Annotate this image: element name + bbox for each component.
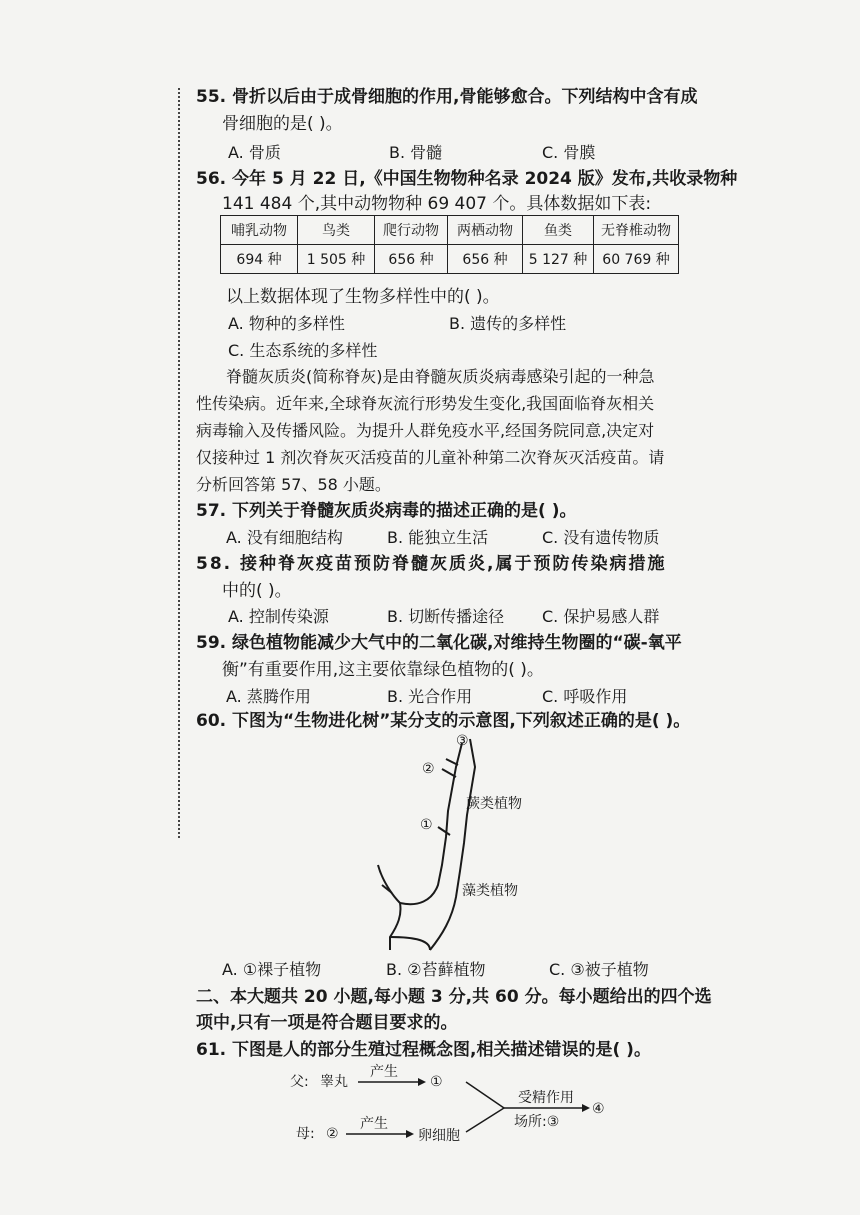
q60-option-b: B. ②苔藓植物 [386, 960, 486, 979]
passage-line4: 仅接种过 1 剂次脊灰灭活疫苗的儿童补种第二次脊灰灭活疫苗。请 [196, 448, 665, 467]
q56-stem-line2: 141 484 个,其中动物物种 69 407 个。具体数据如下表: [222, 194, 652, 214]
passage-line1: 脊髓灰质炎(简称脊灰)是由脊髓灰质炎病毒感染引起的一种急 [226, 367, 655, 386]
q60-stem-line1: 60. 下图为“生物进化树”某分支的示意图,下列叙述正确的是( )。 [196, 711, 691, 731]
q60-option-a: A. ①裸子植物 [222, 960, 322, 979]
tree-label-fern: 蕨类植物 [466, 796, 522, 812]
q56-option-a: A. 物种的多样性 [228, 314, 345, 333]
q59-option-a: A. 蒸腾作用 [226, 687, 311, 706]
flow-father-label: 父: [290, 1074, 309, 1090]
flow-fertilization: 受精作用 [518, 1090, 574, 1106]
binding-dotted-line [178, 88, 180, 838]
q60-option-c: C. ③被子植物 [549, 960, 649, 979]
table-header-cell: 鸟类 [298, 216, 375, 245]
flow-mother-label: 母: [296, 1126, 315, 1142]
table-value-row [221, 245, 679, 274]
flow-mark-1: ① [430, 1074, 443, 1090]
q56-stem-line3: 以上数据体现了生物多样性中的( )。 [226, 287, 500, 307]
q58-option-a: A. 控制传染源 [228, 607, 329, 626]
table-header-cell: 两栖动物 [448, 216, 523, 245]
tree-base [390, 937, 430, 950]
flow-produce-1: 产生 [370, 1064, 398, 1080]
tree-trunk-right-edge [430, 739, 475, 950]
q58-option-c: C. 保护易感人群 [542, 607, 660, 626]
tree-mark-3: ③ [456, 733, 469, 749]
q55-option-a: A. 骨质 [228, 143, 281, 162]
q56-option-b: B. 遗传的多样性 [449, 314, 567, 333]
reproduction-flow-diagram [290, 1062, 630, 1152]
q59-option-c: C. 呼吸作用 [542, 687, 628, 706]
q59-option-b: B. 光合作用 [387, 687, 473, 706]
species-table [220, 215, 679, 274]
q55-stem-line1: 55. 骨折以后由于成骨细胞的作用,骨能够愈合。下列结构中含有成 [196, 87, 698, 107]
tree-label-algae: 藻类植物 [462, 883, 518, 899]
q59-stem-line1: 59. 绿色植物能减少大气中的二氧化碳,对维持生物圈的“碳-氧平 [196, 633, 682, 653]
table-value-cell: 5 127 种 [523, 245, 594, 274]
q57-option-a: A. 没有细胞结构 [226, 528, 343, 547]
evolution-tree-diagram [330, 725, 570, 955]
table-header-cell: 无脊椎动物 [594, 216, 679, 245]
table-value-cell: 694 种 [221, 245, 298, 274]
flow-testis: 睾丸 [320, 1074, 348, 1090]
flow-place: 场所:③ [514, 1114, 560, 1130]
flow-egg: 卵细胞 [418, 1128, 460, 1144]
flow-merge-lines [466, 1082, 504, 1132]
passage-line3: 病毒输入及传播风险。为提升人群免疫水平,经国务院同意,决定对 [196, 421, 655, 440]
tree-mark-1: ① [420, 817, 433, 833]
table-value-cell: 656 种 [448, 245, 523, 274]
q57-option-b: B. 能独立生活 [387, 528, 489, 547]
tree-mark-2: ② [422, 761, 435, 777]
table-header-row [221, 216, 679, 245]
q56-option-c: C. 生态系统的多样性 [228, 341, 378, 360]
tree-branch-1 [438, 827, 450, 835]
q55-option-c: C. 骨膜 [542, 143, 596, 162]
q57-option-c: C. 没有遗传物质 [542, 528, 660, 547]
section2-heading-line2: 项中,只有一项是符合题目要求的。 [196, 1013, 458, 1033]
q61-stem-line1: 61. 下图是人的部分生殖过程概念图,相关描述错误的是( )。 [196, 1040, 651, 1060]
section2-heading-line1: 二、本大题共 20 小题,每小题 3 分,共 60 分。每小题给出的四个选 [196, 987, 712, 1007]
flow-arrowhead-1 [418, 1078, 426, 1086]
q58-stem-line1: 58. 接种脊灰疫苗预防脊髓灰质炎,属于预防传染病措施 [196, 554, 667, 574]
flow-mark-4: ④ [592, 1101, 605, 1117]
q55-stem-line2: 骨细胞的是( )。 [222, 114, 343, 134]
table-value-cell: 1 505 种 [298, 245, 375, 274]
flow-produce-2: 产生 [360, 1116, 388, 1132]
flow-mark-2: ② [326, 1126, 339, 1142]
q57-stem-line1: 57. 下列关于脊髓灰质炎病毒的描述正确的是( )。 [196, 501, 577, 521]
table-header-cell: 鱼类 [523, 216, 594, 245]
table-value-cell: 60 769 种 [594, 245, 679, 274]
q58-option-b: B. 切断传播途径 [387, 607, 505, 626]
table-value-cell: 656 种 [375, 245, 448, 274]
q56-stem-line1: 56. 今年 5 月 22 日,《中国生物物种名录 2024 版》发布,共收录物种 [196, 169, 738, 189]
q55-option-b: B. 骨髓 [389, 143, 443, 162]
q59-stem-line2: 衡”有重要作用,这主要依靠绿色植物的( )。 [222, 660, 544, 680]
flow-arrowhead-2 [406, 1130, 414, 1138]
passage-line2: 性传染病。近年来,全球脊灰流行形势发生变化,我国面临脊灰相关 [196, 394, 655, 413]
passage-line5: 分析回答第 57、58 小题。 [196, 475, 391, 494]
flow-arrowhead-3 [582, 1104, 590, 1112]
q58-stem-line2: 中的( )。 [222, 581, 292, 601]
table-header-cell: 哺乳动物 [221, 216, 298, 245]
table-header-cell: 爬行动物 [375, 216, 448, 245]
